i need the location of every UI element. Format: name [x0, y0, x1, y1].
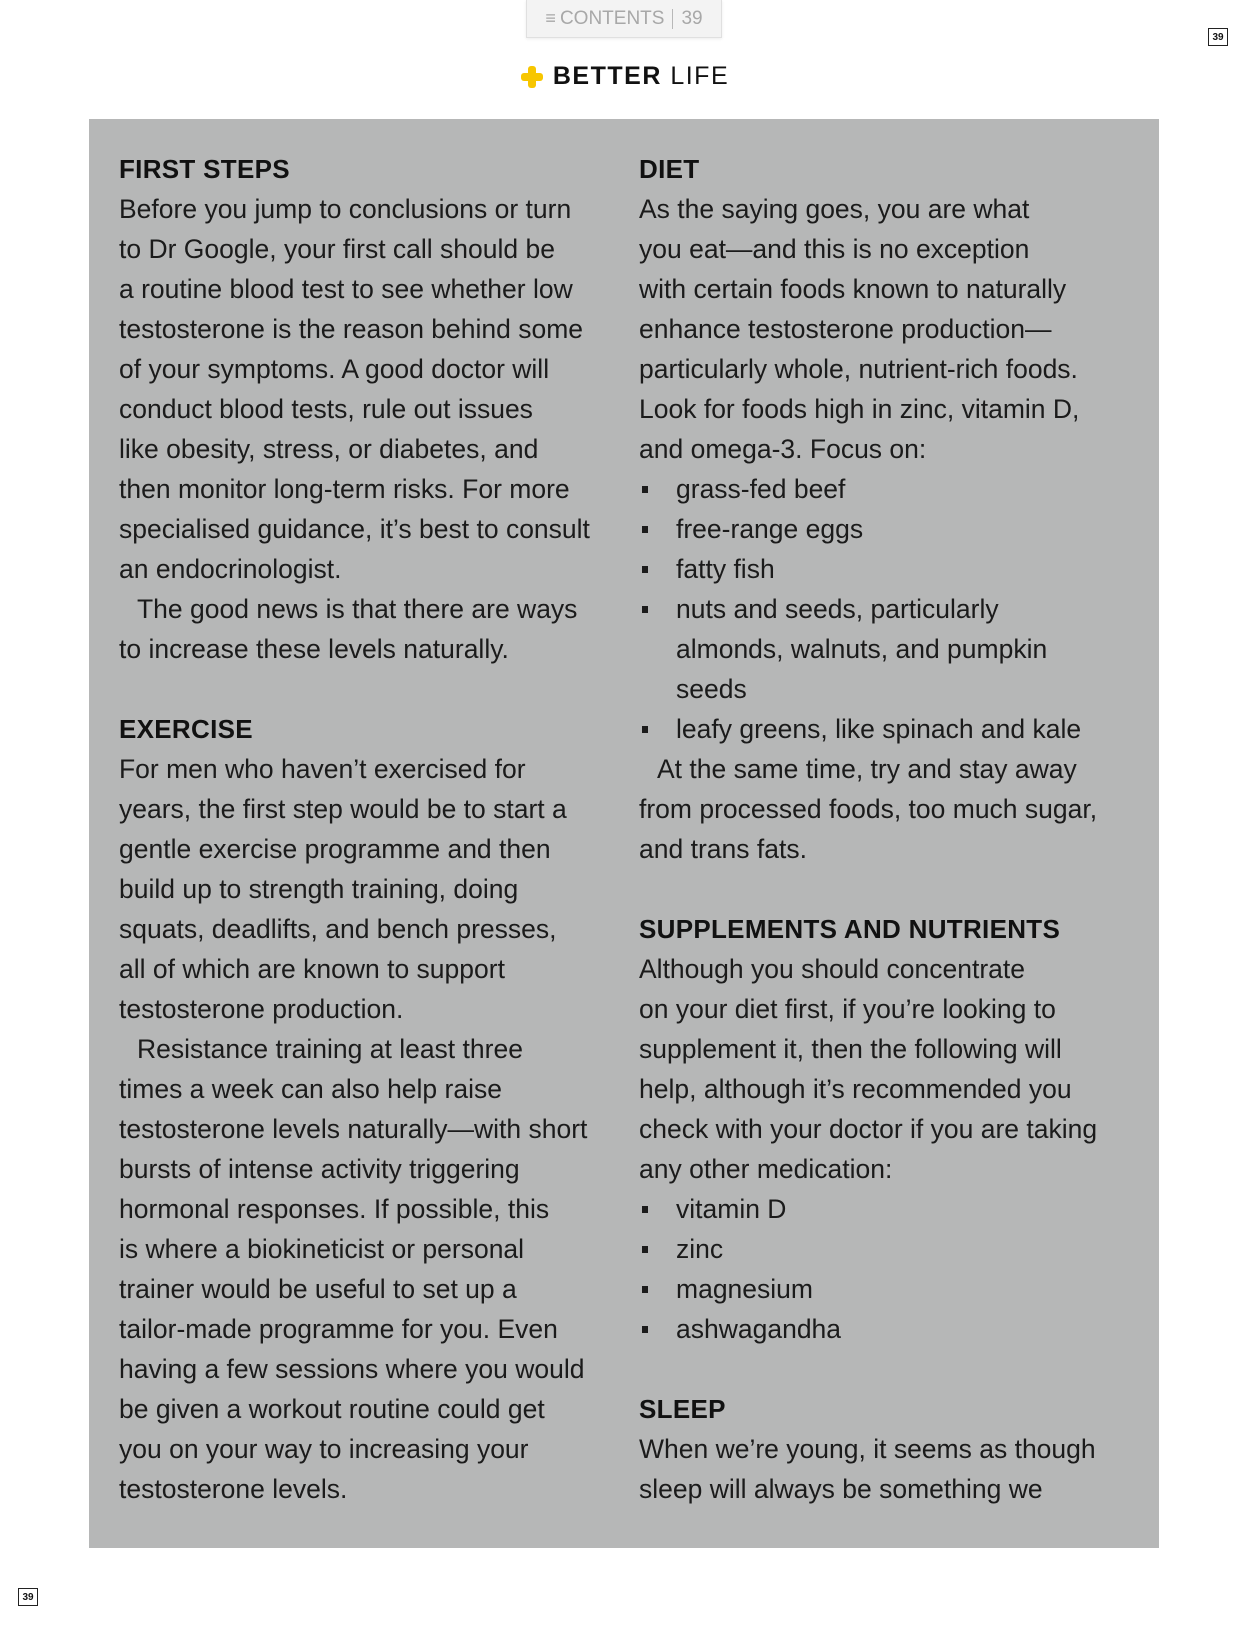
text-line: an endocrinologist. [119, 554, 342, 584]
text-line: testosterone production. [119, 994, 404, 1024]
text-line: testosterone levels. [119, 1474, 348, 1504]
text-line: When we’re young, it seems as though [639, 1434, 1096, 1464]
list-item-text: seeds [676, 674, 747, 704]
paragraph [119, 749, 619, 1029]
menu-icon: ≡ [545, 8, 556, 28]
contents-page-number: 39 [681, 7, 703, 29]
page-marker-top[interactable]: 39 [1208, 28, 1228, 46]
text-line: you on your way to increasing your [119, 1434, 529, 1464]
spacer [119, 669, 619, 709]
text-line: then monitor long-term risks. For more [119, 474, 570, 504]
plus-icon [521, 66, 543, 88]
list-item [639, 589, 1139, 709]
text-line: to increase these levels naturally. [119, 634, 509, 664]
text-line: Although you should concentrate [639, 954, 1025, 984]
text-line: help, although it’s recommended you [639, 1074, 1072, 1104]
text-line: testosterone levels naturally—with short [119, 1114, 588, 1144]
square-bullet-icon [642, 1206, 648, 1213]
text-line: all of which are known to support [119, 954, 505, 984]
square-bullet-icon [642, 1286, 648, 1293]
text-line: of your symptoms. A good doctor will [119, 354, 550, 384]
text-line: bursts of intense activity triggering [119, 1154, 520, 1184]
list-item [639, 549, 1139, 589]
section-title-light: LIFE [670, 62, 730, 90]
square-bullet-icon [642, 486, 648, 493]
list-item-text: leafy greens, like spinach and kale [676, 714, 1082, 744]
list-item-text: magnesium [676, 1274, 813, 1304]
text-line: enhance testosterone production— [639, 314, 1052, 344]
text-line: hormonal responses. If possible, this [119, 1194, 550, 1224]
divider [672, 9, 673, 29]
text-line: As the saying goes, you are what [639, 194, 1030, 224]
article-panel [89, 119, 1159, 1548]
heading-sleep: SLEEP [639, 1394, 726, 1424]
section-title-bold: BETTER [552, 62, 662, 90]
list-item [639, 1269, 1139, 1309]
paragraph [119, 189, 619, 589]
text-line: Look for foods high in zinc, vitamin D, [639, 394, 1080, 424]
text-line: is where a biokineticist or personal [119, 1234, 525, 1264]
paragraph [639, 1429, 1139, 1509]
text-line: testosterone is the reason behind some [119, 314, 584, 344]
square-bullet-icon [642, 726, 648, 733]
diet-food-list [639, 469, 1139, 749]
heading-first-steps: FIRST STEPS [119, 154, 290, 184]
text-line: squats, deadlifts, and bench presses, [119, 914, 557, 944]
list-item [639, 1229, 1139, 1269]
list-item-text: grass-fed beef [676, 474, 846, 504]
contents-button[interactable] [526, 0, 722, 38]
text-line: particularly whole, nutrient-rich foods. [639, 354, 1078, 384]
text-line: The good news is that there are ways [137, 594, 578, 624]
heading-diet: DIET [639, 154, 700, 184]
text-line: any other medication: [639, 1154, 893, 1184]
list-item-text: free-range eggs [676, 514, 864, 544]
text-line: times a week can also help raise [119, 1074, 502, 1104]
square-bullet-icon [642, 526, 648, 533]
text-line: specialised guidance, it’s best to consult [119, 514, 590, 544]
section-header [0, 62, 1250, 91]
list-item [639, 509, 1139, 549]
paragraph [639, 949, 1139, 1189]
square-bullet-icon [642, 566, 648, 573]
paragraph [119, 589, 619, 669]
text-line: having a few sessions where you would [119, 1354, 585, 1384]
paragraph [639, 189, 1139, 469]
list-item-text: zinc [676, 1234, 724, 1264]
text-line: Resistance training at least three [137, 1034, 523, 1064]
list-item [639, 1189, 1139, 1229]
text-line: like obesity, stress, or diabetes, and [119, 434, 539, 464]
text-line: and omega-3. Focus on: [639, 434, 927, 464]
text-line: tailor-made programme for you. Even [119, 1314, 558, 1344]
text-line: check with your doctor if you are taking [639, 1114, 1098, 1144]
page-marker-bottom[interactable]: 39 [18, 1588, 38, 1606]
spacer [639, 869, 1139, 909]
text-line: supplement it, then the following will [639, 1034, 1062, 1064]
paragraph [639, 749, 1139, 869]
text-line: gentle exercise programme and then [119, 834, 551, 864]
list-item [639, 469, 1139, 509]
list-item-text: ashwagandha [676, 1314, 842, 1344]
text-line: Before you jump to conclusions or turn [119, 194, 572, 224]
text-line: to Dr Google, your first call should be [119, 234, 555, 264]
text-line: conduct blood tests, rule out issues [119, 394, 533, 424]
text-line: on your diet first, if you’re looking to [639, 994, 1056, 1024]
text-line: years, the first step would be to start a [119, 794, 567, 824]
section-title [553, 62, 729, 91]
square-bullet-icon [642, 606, 648, 613]
list-item-text: vitamin D [676, 1194, 787, 1224]
list-item-text: fatty fish [676, 554, 775, 584]
text-line: a routine blood test to see whether low [119, 274, 573, 304]
text-line: and trans fats. [639, 834, 807, 864]
list-item-text: almonds, walnuts, and pumpkin [676, 634, 1048, 664]
list-item [639, 1309, 1139, 1349]
heading-exercise: EXERCISE [119, 714, 253, 744]
text-line: be given a workout routine could get [119, 1394, 545, 1424]
text-line: For men who haven’t exercised for [119, 754, 526, 784]
list-item-text: nuts and seeds, particularly [676, 594, 999, 624]
right-column [639, 149, 1139, 1509]
text-line: you eat—and this is no exception [639, 234, 1030, 264]
supplements-list [639, 1189, 1139, 1349]
text-line: build up to strength training, doing [119, 874, 519, 904]
text-line: from processed foods, too much sugar, [639, 794, 1098, 824]
contents-label: CONTENTS [559, 7, 665, 29]
square-bullet-icon [642, 1326, 648, 1333]
text-line: trainer would be useful to set up a [119, 1274, 517, 1304]
left-column [119, 149, 619, 1509]
paragraph [119, 1029, 619, 1509]
spacer [639, 1349, 1139, 1389]
heading-supplements: SUPPLEMENTS AND NUTRIENTS [639, 914, 1061, 944]
list-item [639, 709, 1139, 749]
text-line: sleep will always be something we [639, 1474, 1043, 1504]
text-line: At the same time, try and stay away [657, 754, 1077, 784]
text-line: with certain foods known to naturally [639, 274, 1067, 304]
square-bullet-icon [642, 1246, 648, 1253]
